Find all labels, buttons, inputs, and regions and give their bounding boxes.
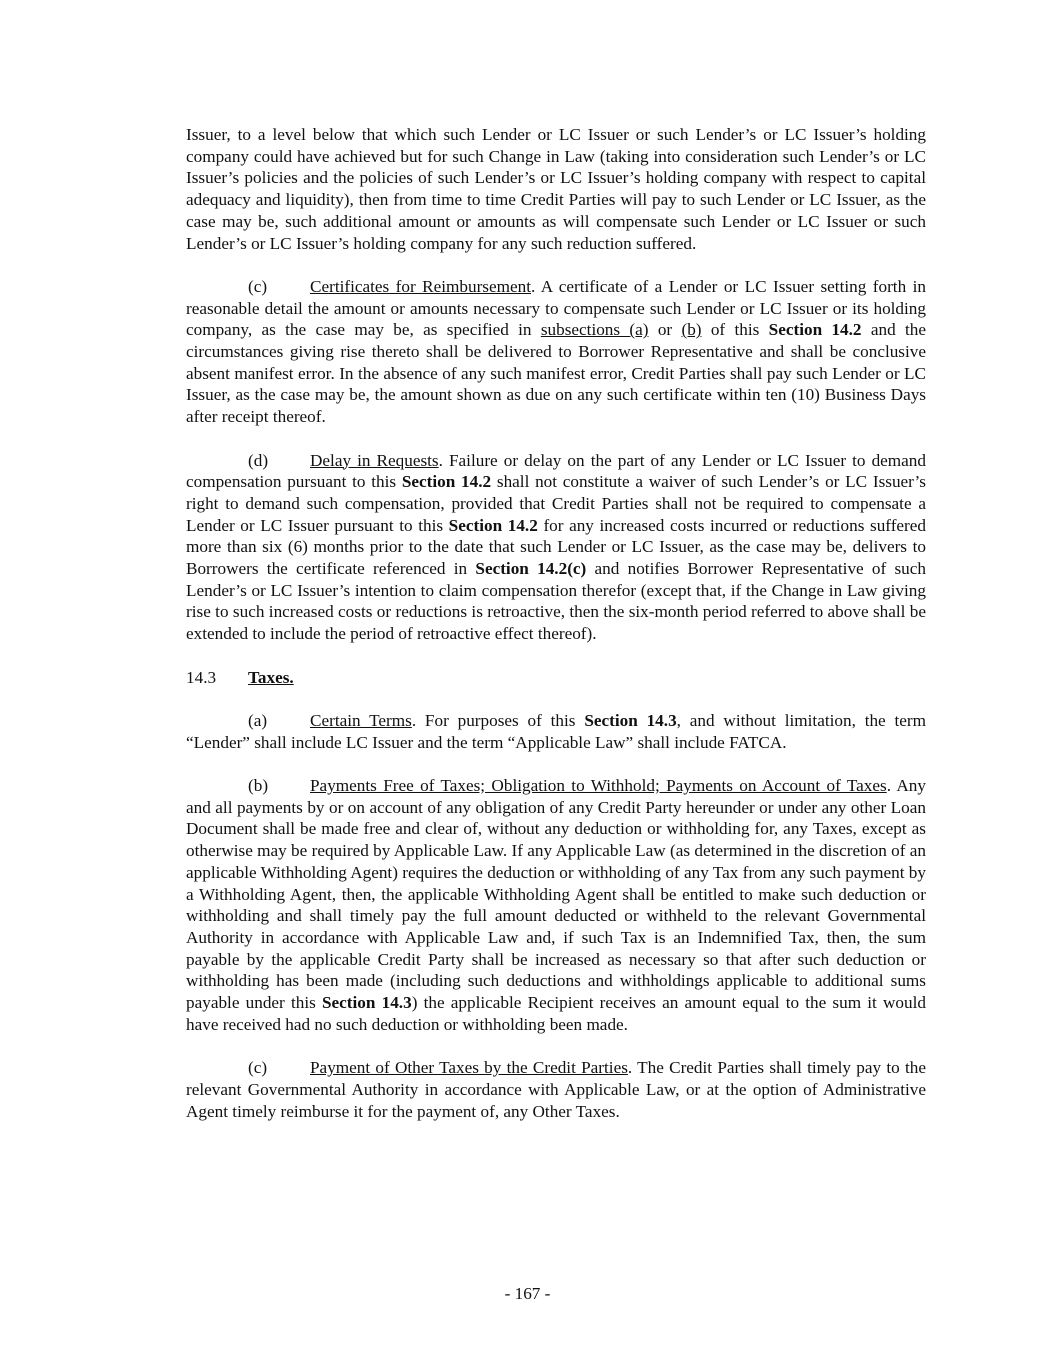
paragraph-continuation	[186, 124, 926, 254]
section-reference: Section 14.2	[448, 515, 538, 535]
clause-label: (c)	[248, 1058, 268, 1078]
paragraph-14-3-b: (b) Payments Free of Taxes; Obligation to Withhold; Payments on Account of Taxes. Any and all payments by or on account of any obligation of any Credit Party hereunder or under any other Loan Document shall be made free and clear of, without any deduction or withholding for, any Taxes, except as otherwise may be required by Applicable Law. If any Applicable Law (as determined in the discretion of an applicable Withholding Agent) requires the deduction or withholding of any Tax from any such payment by a Withholding Agent, then, the applicable Withholding Agent shall be entitled to make such deduction or withholding and shall timely pay the full amount deducted or withheld to the relevant Governmental Authority in accordance with Applicable Law and, if such Tax is an Indemnified Tax, then, the sum payable by the applicable Credit Party shall be increased as necessary so that after such deduction or withholding has been made (including such deductions and withholdings applicable to additional sums payable under this Section 14.3) the applicable Recipient receives an amount equal to the sum it would have received had no such deduction or withholding been made.	[186, 776, 926, 1034]
section-title: Taxes.	[248, 667, 294, 687]
clause-label: (b)	[248, 776, 269, 796]
section-reference: Section 14.2	[768, 320, 862, 340]
clause-label: (c)	[248, 276, 268, 296]
clause-title: Certain Terms	[310, 710, 412, 730]
section-reference: Section 14.2	[401, 472, 492, 492]
document-body	[186, 124, 926, 1122]
page-number: - 167 -	[504, 1284, 551, 1303]
clause-title: Payments Free of Taxes; Obligation to Withhold; Payments on Account of Taxes	[310, 776, 887, 796]
clause-title: Certificates for Reimbursement	[310, 276, 531, 296]
paragraph-14-3-a: (a) Certain Terms. For purposes of this Section 14.3, and without limitation, the term “Lender” shall include LC Issuer and the term “Applicable Law” shall include FATCA.	[186, 710, 926, 752]
paragraph-14-3-c: (c) Payment of Other Taxes by the Credit Parties. The Credit Parties shall timely pay to the relevant Governmental Authority in accordance with Applicable Law, or at the option of Administrative Agent timely reimburse it for the payment of, any Other Taxes.	[186, 1058, 926, 1121]
clause-label: (a)	[248, 710, 268, 730]
section-heading-14-3	[186, 667, 926, 689]
paragraph-14-2-d: (d) Delay in Requests. Failure or delay on the part of any Lender or LC Issuer to demand compensation pursuant to this Section 14.2 shall not constitute a waiver of such Lender’s or LC Issuer’s right to demand such compensation, provided that Credit Parties shall not be required to compensate a Lender or LC Issuer pursuant to this Section 14.2 for any increased costs incurred or reductions suffered more than six (6) months prior to the date that such Lender or LC Issuer, as the case may be, delivers to Borrowers the certificate referenced in Section 14.2(c) and notifies Borrower Representative of such Lender’s or LC Issuer’s intention to claim compensation therefor (except that, if the Change in Law giving rise to such increased costs or reductions is retroactive, then the six-month period referred to above shall be extended to include the period of retroactive effect thereof).	[186, 450, 926, 644]
section-reference: Section 14.3	[584, 710, 677, 730]
paragraph-14-2-c: (c) Certificates for Reimbursement. A certificate of a Lender or LC Issuer setting forth in reasonable detail the amount or amounts necessary to compensate such Lender or LC Issuer or its holding company, as the case may be, as specified in subsections (a) or (b) of this Section 14.2 and the circumstances giving rise thereto shall be delivered to Borrower Representative and shall be conclusive absent manifest error. In the absence of any such manifest error, Credit Parties shall pay such Lender or LC Issuer, as the case may be, the amount shown as due on any such certificate within ten (10) Business Days after receipt thereof.	[186, 276, 926, 427]
clause-title: Delay in Requests	[310, 450, 439, 470]
paragraph-text: Issuer, to a level below that which such Lender or LC Issuer or such Lender’s or LC Issuer’s holding company could have achieved but for such Change in Law (taking into consideration such Lender’s or LC Issuer’s policies and the policies of such Lender’s or LC Issuer’s holding company with respect to capital adequacy and liquidity), then from time to time Credit Parties will pay to such Lender or LC Issuer, as the case may be, such additional amount or amounts as will compensate such Lender or LC Issuer or such Lender’s or LC Issuer’s holding company for any such reduction suffered.	[186, 125, 926, 253]
cross-reference: (b)	[681, 320, 702, 340]
clause-label: (d)	[248, 450, 269, 470]
section-reference: Section 14.3	[321, 993, 412, 1013]
section-reference: Section 14.2(c)	[475, 559, 587, 579]
clause-title: Payment of Other Taxes by the Credit Parties	[310, 1058, 628, 1078]
section-number: 14.3	[186, 667, 217, 687]
cross-reference: subsections (a)	[540, 320, 649, 340]
